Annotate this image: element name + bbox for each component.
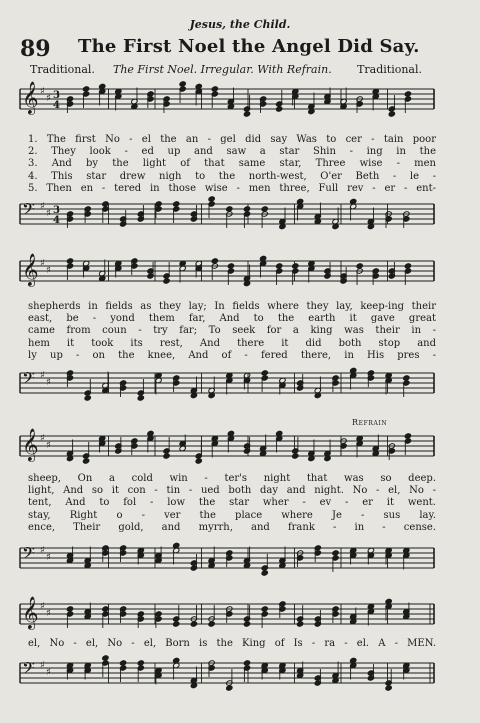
note-head — [163, 278, 170, 284]
lyric-line: 5. Then en - tered in those wise - men three, Full rev - er - ent- — [28, 182, 436, 194]
lyric-line: shepherds in fields as they lay; In fields where they lay, keep-ing their — [28, 301, 436, 312]
treble-clef: 𝄞 — [22, 596, 39, 629]
note-head — [137, 660, 144, 666]
note-head — [173, 621, 180, 627]
section-heading: Jesus, the Child. — [189, 18, 291, 31]
lyric-line: hem it took its rest, And there it did both stop and — [28, 337, 436, 349]
note-head — [261, 206, 268, 212]
note-head — [163, 453, 170, 459]
sharp-sign: ♯ — [46, 377, 51, 388]
bass-clef: 𝄢 — [22, 199, 35, 223]
note-head — [137, 395, 144, 401]
note-head — [66, 606, 73, 612]
sharp-sign: ♯ — [40, 370, 45, 381]
note-head — [102, 606, 109, 612]
lyric-line: 2. They look - ed up and saw a star Shin - ing in the — [28, 146, 436, 158]
note-head — [84, 395, 91, 401]
sharp-sign: ♯ — [46, 208, 51, 219]
sharp-sign: ♯ — [40, 201, 45, 212]
note-head — [211, 86, 218, 92]
note-head — [261, 370, 268, 376]
note-head — [83, 458, 90, 464]
lyric-line: stay, Right o - ver the place where Je - sus lay. — [28, 509, 436, 521]
note-head — [356, 263, 363, 269]
note-head — [211, 258, 218, 264]
system-2-bass-staff — [0, 367, 480, 407]
system-3-treble-staff — [0, 430, 480, 470]
note-head — [385, 685, 392, 691]
note-head — [332, 550, 339, 556]
note-head — [208, 621, 215, 627]
note-head — [243, 621, 250, 627]
system-2-lyrics — [28, 301, 436, 362]
sharp-sign: ♯ — [46, 552, 51, 563]
bass-clef: 𝄢 — [22, 543, 35, 567]
lyric-line: tent, And to fol - low the star wher - ev - er it went. — [28, 497, 436, 509]
system-2-treble-staff — [0, 255, 480, 295]
note-head — [243, 660, 250, 666]
time-signature-bottom: 4 — [53, 100, 60, 111]
tune-attribution: The First Noel. Irregular. With Refrain. — [113, 63, 332, 76]
note-head — [276, 263, 283, 269]
note-head — [227, 263, 234, 269]
lyric-line: 1. The first No - el the an - gel did say Was to cer - tain poor — [28, 134, 436, 145]
system-1-treble-staff — [0, 83, 480, 123]
treble-clef: 𝄞 — [22, 81, 39, 114]
note-head — [261, 606, 268, 612]
refrain-label: Refrain — [352, 418, 388, 427]
note-head — [83, 86, 90, 92]
sharp-sign: ♯ — [46, 440, 51, 451]
note-head — [404, 263, 411, 269]
system-1-lyrics — [28, 134, 436, 195]
note-head — [102, 201, 109, 207]
note-head — [226, 685, 233, 691]
sharp-sign: ♯ — [40, 258, 45, 269]
note-head — [208, 196, 215, 202]
sharp-sign: ♯ — [40, 86, 45, 97]
note-head — [102, 655, 109, 661]
lyric-line: 4. This star drew nigh to the north-west, O'er Beth - le - — [28, 170, 436, 182]
system-4-lyrics — [28, 638, 436, 650]
note-head — [292, 453, 299, 459]
note-head — [66, 258, 73, 264]
note-head — [120, 660, 127, 666]
sharp-sign: ♯ — [40, 433, 45, 444]
lyric-line: sheep, On a cold win - ter's night that was so deep. — [28, 473, 436, 484]
words-attribution: Traditional. — [30, 63, 95, 76]
note-head — [292, 263, 299, 269]
note-head — [226, 206, 233, 212]
note-head — [276, 106, 283, 112]
note-head — [404, 433, 411, 439]
sharp-sign: ♯ — [46, 667, 51, 678]
note-head — [190, 621, 197, 627]
system-4-bass-staff — [0, 657, 480, 697]
note-head — [173, 201, 180, 207]
note-head — [195, 458, 202, 464]
note-head — [297, 621, 304, 627]
lyric-line: ly up - on the knee, And of - fered there, in His pres - — [28, 349, 436, 361]
sharp-sign: ♯ — [46, 93, 51, 104]
lyric-line: light, And so it con - tin - ued both day and night. No - el, No - — [28, 485, 436, 497]
time-signature-bottom: 4 — [53, 215, 60, 226]
lyric-line: el, No - el, No - el, Born is the King of Is - ra - el. A - MEN. — [28, 638, 436, 649]
system-1-bass-staff — [0, 198, 480, 238]
system-3-bass-staff — [0, 542, 480, 582]
bass-clef: 𝄢 — [22, 368, 35, 392]
sharp-sign: ♯ — [40, 660, 45, 671]
note-head — [243, 111, 250, 117]
treble-clef: 𝄞 — [22, 253, 39, 286]
time-signature-top: 3 — [53, 205, 60, 216]
lyric-line: 3. And by the light of that same star, Three wise - men — [28, 158, 436, 170]
lyric-line: east, be - yond them far, And to the earth it gave great — [28, 313, 436, 325]
note-head — [261, 570, 268, 576]
treble-clef: 𝄞 — [22, 428, 39, 461]
note-head — [388, 111, 395, 117]
sharp-sign: ♯ — [46, 608, 51, 619]
sharp-sign: ♯ — [40, 601, 45, 612]
note-head — [403, 375, 410, 381]
hymn-number: 89 — [20, 36, 51, 62]
time-signature-top: 3 — [53, 90, 60, 101]
sharp-sign: ♯ — [46, 265, 51, 276]
lyric-line: came from coun - try far; To seek for a king was their in - — [28, 325, 436, 337]
hymn-title: The First Noel the Angel Did Say. — [78, 36, 420, 57]
bass-clef: 𝄢 — [22, 658, 35, 682]
music-attribution: Traditional. — [357, 63, 422, 76]
system-3-lyrics — [28, 473, 436, 534]
system-4-treble-staff — [0, 598, 480, 638]
note-head — [243, 206, 250, 212]
note-head — [179, 81, 186, 87]
lyric-line: ence, Their gold, and myrrh, and frank - in - cense. — [28, 521, 436, 533]
sharp-sign: ♯ — [40, 545, 45, 556]
note-head — [404, 91, 411, 97]
